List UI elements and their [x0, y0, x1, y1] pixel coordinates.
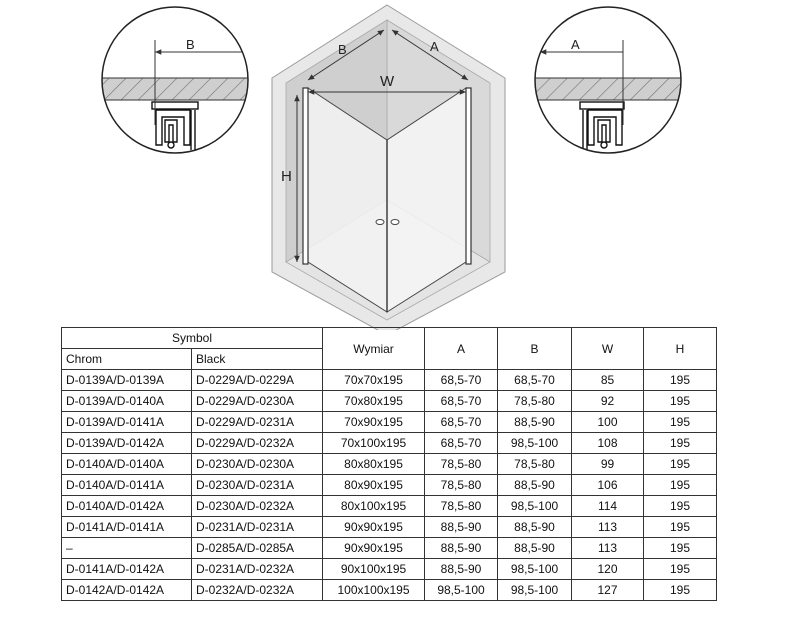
table-cell: 195 [644, 475, 717, 496]
table-cell: 92 [572, 391, 644, 412]
table-cell: D-0230A/D-0230A [192, 454, 323, 475]
table-cell: 90x90x195 [323, 538, 425, 559]
table-cell: 195 [644, 370, 717, 391]
left-detail-dim-label: B [186, 37, 195, 52]
table-cell: D-0140A/D-0142A [62, 496, 192, 517]
depth-left-label: B [338, 42, 347, 57]
table-row [62, 580, 717, 601]
table-cell: D-0231A/D-0232A [192, 559, 323, 580]
table-cell: – [62, 538, 192, 559]
table-cell: D-0141A/D-0141A [62, 517, 192, 538]
depth-right-label: A [430, 39, 439, 54]
table-cell: D-0229A/D-0229A [192, 370, 323, 391]
col-header-a: A [425, 328, 498, 370]
table-cell: 78,5-80 [498, 391, 572, 412]
table-cell: 195 [644, 412, 717, 433]
table-cell: 88,5-90 [498, 475, 572, 496]
table-cell: 195 [644, 454, 717, 475]
chrom-header: Chrom [62, 349, 192, 370]
table-cell: D-0229A/D-0232A [192, 433, 323, 454]
table-cell: 195 [644, 538, 717, 559]
table-row [62, 412, 717, 433]
table-cell: 98,5-100 [498, 496, 572, 517]
table-cell: 98,5-100 [425, 580, 498, 601]
table-cell: D-0139A/D-0139A [62, 370, 192, 391]
wall-profile-right [580, 102, 624, 150]
table-cell: 195 [644, 580, 717, 601]
table-cell: 70x80x195 [323, 391, 425, 412]
table-row [62, 517, 717, 538]
table-cell: 88,5-90 [498, 538, 572, 559]
table-cell: D-0140A/D-0141A [62, 475, 192, 496]
col-header-h: H [644, 328, 717, 370]
symbol-header: Symbol [62, 328, 323, 349]
table-row [62, 559, 717, 580]
table-cell: 99 [572, 454, 644, 475]
table-cell: 108 [572, 433, 644, 454]
table-cell: 88,5-90 [498, 412, 572, 433]
table-cell: D-0285A/D-0285A [192, 538, 323, 559]
table-cell: 113 [572, 538, 644, 559]
table-cell: 78,5-80 [425, 475, 498, 496]
table-row [62, 433, 717, 454]
table-cell: D-0229A/D-0231A [192, 412, 323, 433]
table-cell: 120 [572, 559, 644, 580]
spec-table [61, 327, 717, 601]
table-cell: D-0140A/D-0140A [62, 454, 192, 475]
table-cell: 195 [644, 517, 717, 538]
height-label: H [281, 168, 292, 185]
table-cell: 195 [644, 433, 717, 454]
table-cell: 195 [644, 496, 717, 517]
table-cell: 80x80x195 [323, 454, 425, 475]
table-row [62, 538, 717, 559]
table-cell: 68,5-70 [425, 433, 498, 454]
table-cell: 98,5-100 [498, 559, 572, 580]
table-cell: 78,5-80 [498, 454, 572, 475]
table-cell: 78,5-80 [425, 454, 498, 475]
table-cell: 68,5-70 [425, 370, 498, 391]
table-cell: 80x100x195 [323, 496, 425, 517]
table-cell: D-0142A/D-0142A [62, 580, 192, 601]
table-cell: D-0141A/D-0142A [62, 559, 192, 580]
table-cell: 85 [572, 370, 644, 391]
table-cell: 70x90x195 [323, 412, 425, 433]
col-header-w: W [572, 328, 644, 370]
table-cell: 127 [572, 580, 644, 601]
table-cell: 68,5-70 [498, 370, 572, 391]
table-row [62, 454, 717, 475]
table-cell: 90x90x195 [323, 517, 425, 538]
table-cell: 98,5-100 [498, 433, 572, 454]
table-cell: D-0232A/D-0232A [192, 580, 323, 601]
black-header: Black [192, 349, 323, 370]
table-cell: 106 [572, 475, 644, 496]
table-cell: 195 [644, 391, 717, 412]
table-cell: 195 [644, 559, 717, 580]
right-detail-circle [528, 0, 688, 160]
table-cell: D-0230A/D-0232A [192, 496, 323, 517]
table-cell: 113 [572, 517, 644, 538]
table-cell: D-0139A/D-0141A [62, 412, 192, 433]
table-cell: 68,5-70 [425, 412, 498, 433]
table-cell: 88,5-90 [425, 559, 498, 580]
table-cell: 80x90x195 [323, 475, 425, 496]
table-cell: 70x70x195 [323, 370, 425, 391]
col-header-b: B [498, 328, 572, 370]
table-cell: D-0139A/D-0140A [62, 391, 192, 412]
table-cell: 78,5-80 [425, 496, 498, 517]
table-cell: D-0139A/D-0142A [62, 433, 192, 454]
table-row [62, 496, 717, 517]
isometric-enclosure [272, 5, 505, 330]
table-cell: 100x100x195 [323, 580, 425, 601]
table-cell: 98,5-100 [498, 580, 572, 601]
table-cell: D-0229A/D-0230A [192, 391, 323, 412]
table-cell: 88,5-90 [425, 517, 498, 538]
table-cell: 68,5-70 [425, 391, 498, 412]
table-cell: 90x100x195 [323, 559, 425, 580]
table-cell: 70x100x195 [323, 433, 425, 454]
table-cell: 114 [572, 496, 644, 517]
col-header-wymiar: Wymiar [323, 328, 425, 370]
table-cell: 100 [572, 412, 644, 433]
table-row [62, 370, 717, 391]
table-cell: 88,5-90 [425, 538, 498, 559]
width-label: W [380, 73, 395, 90]
table-row [62, 475, 717, 496]
left-detail-circle [95, 0, 255, 160]
table-cell: D-0230A/D-0231A [192, 475, 323, 496]
right-detail-dim-label: A [571, 37, 580, 52]
table-cell: 88,5-90 [498, 517, 572, 538]
table-cell: D-0231A/D-0231A [192, 517, 323, 538]
table-row [62, 391, 717, 412]
